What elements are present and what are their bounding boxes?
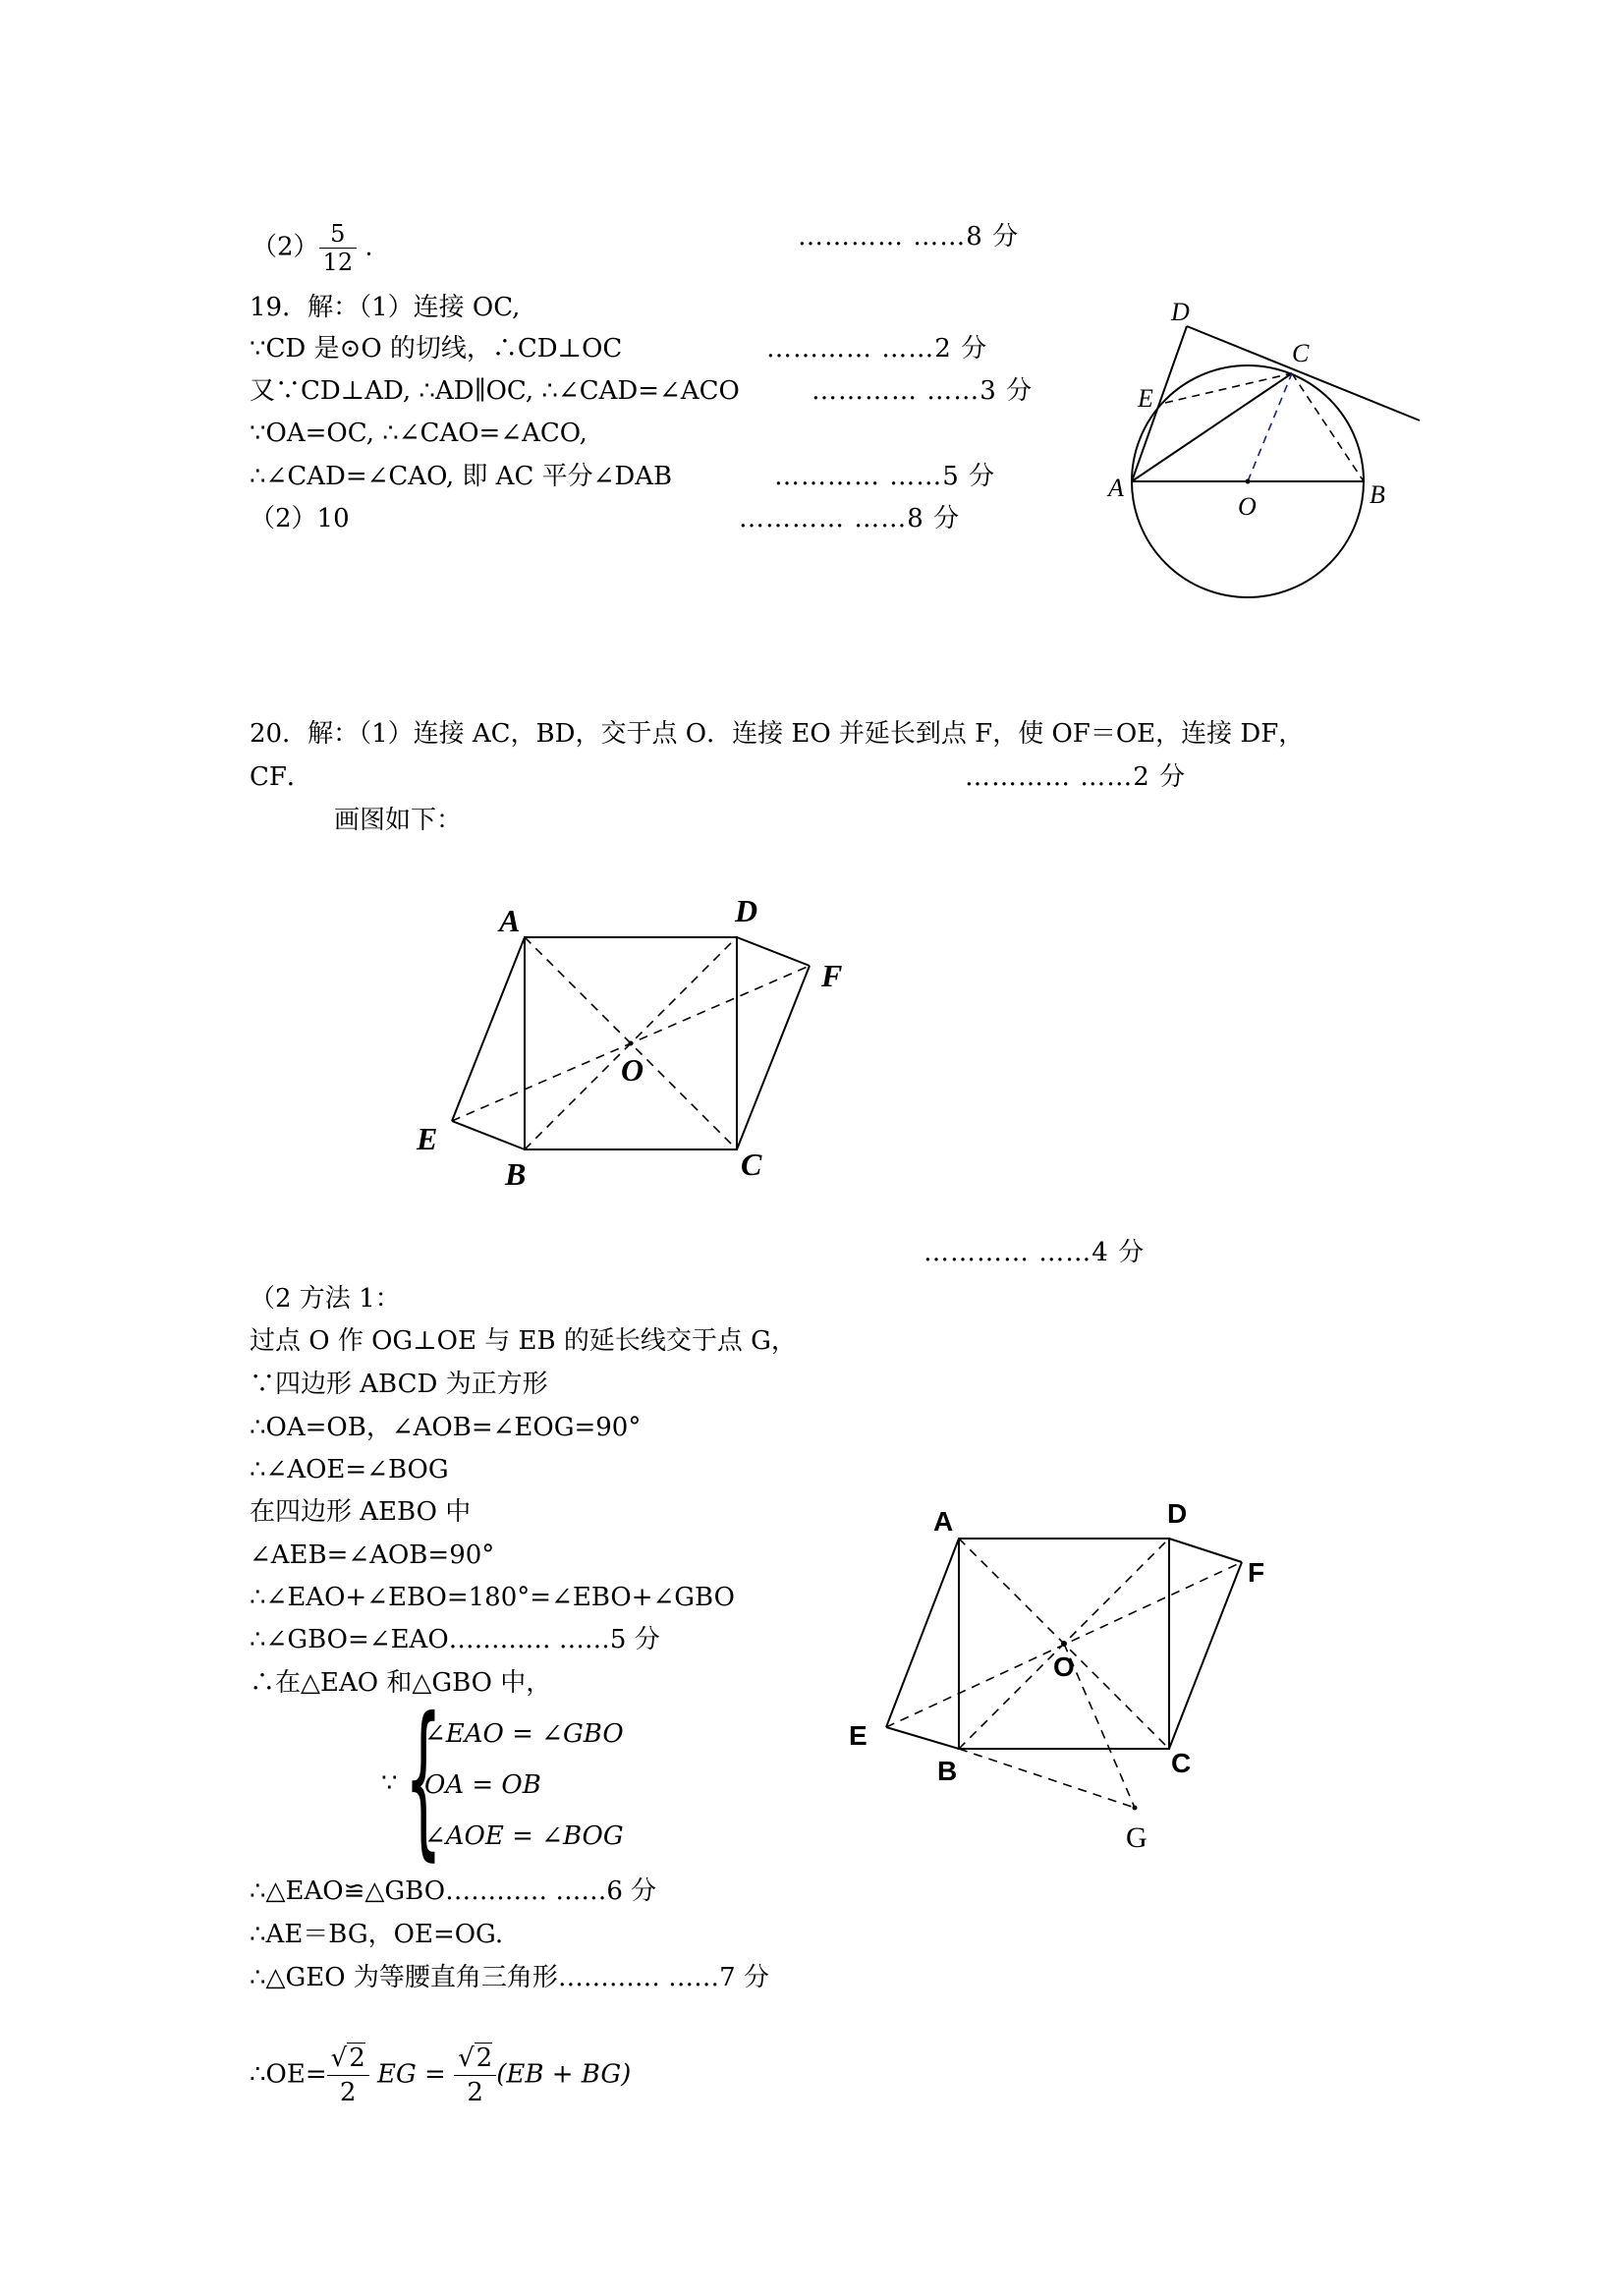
q20-points-4: ………… ……4 分 (923, 1238, 1146, 1267)
segment-df (737, 937, 810, 966)
radicand: 2 (476, 2044, 493, 2073)
proof-step-5: 在四边形 AEBO 中 (250, 1497, 472, 1527)
proof-step-8: ∴∠GBO=∠EAO………… ……5 分 (250, 1625, 660, 1654)
fraction-numerator: 5 (319, 220, 358, 249)
q20-line1: 20．解：（1）连接 AC，BD，交于点 O．连接 EO 并延长到点 F，使 OF＝OE，连接 DF， (250, 719, 1305, 749)
q19-circle-figure (1091, 295, 1434, 619)
q19-line5: ∴∠CAD=∠CAO, 即 AC 平分∠DAB (250, 462, 673, 491)
label-o: O (1053, 1652, 1075, 1682)
label-e: E (1138, 384, 1153, 413)
label-g: G (1126, 1821, 1147, 1854)
q19-line1: 19．解：（1）连接 OC, (250, 293, 521, 322)
label-d: D (1167, 1498, 1188, 1529)
formula-middle: EG = (377, 2059, 446, 2090)
q19-points-3: ………… ……3 分 (812, 376, 1034, 406)
proof-step-12: ∴△GEO 为等腰直角三角形………… ……7 分 (250, 1963, 769, 1992)
label-b: B (505, 1156, 527, 1192)
q19-points-8: ………… ……8 分 (739, 504, 961, 533)
q19-line6: （2）10 (250, 504, 350, 533)
center-point (1246, 479, 1251, 484)
draw-label: 画图如下： (334, 806, 463, 835)
label-o: O (1238, 492, 1257, 521)
segment-eb (886, 1727, 959, 1749)
proof-step-1: 过点 O 作 OG⊥OE 与 EB 的延长线交于点 G， (250, 1326, 797, 1356)
q20-line2: CF． (250, 762, 312, 792)
q20-square-figure-2 (835, 1484, 1297, 1867)
label-o: O (621, 1052, 644, 1088)
system-line-1: ∠EAO = ∠GBO (424, 1719, 624, 1749)
proof-step-9: ∴在△EAO 和△GBO 中， (250, 1668, 552, 1698)
method-label: （2 方法 1： (250, 1284, 401, 1314)
sqrt-symbol: √ (330, 2044, 348, 2073)
label-b: B (1370, 480, 1385, 509)
formula-suffix: (EB + BG) (496, 2059, 632, 2090)
fraction-sqrt2-over-2-b (454, 2042, 496, 2109)
label-f: F (821, 958, 843, 993)
part2-answer-line (252, 220, 373, 276)
proof-step-10: ∴△EAO≌△GBO………… ……6 分 (250, 1876, 657, 1906)
proof-step-7: ∴∠EAO+∠EBO=180°=∠EBO+∠GBO (250, 1583, 735, 1612)
final-formula (250, 2042, 631, 2109)
denominator: 2 (339, 2078, 357, 2107)
segment-eb (452, 1121, 525, 1149)
label-f: F (1248, 1557, 1265, 1588)
segment-og (1064, 1644, 1135, 1808)
proof-step-6: ∠AEB=∠AOB=90° (250, 1540, 495, 1570)
because-symbol: ∵ (381, 1768, 398, 1798)
q19-line3: 又∵CD⊥AD, ∴AD∥OC, ∴∠CAD=∠ACO (250, 376, 740, 406)
fraction (319, 220, 358, 276)
q19-points-5: ………… ……5 分 (774, 462, 996, 491)
label-a: A (933, 1506, 954, 1537)
proof-step-2: ∵四边形 ABCD 为正方形 (250, 1370, 548, 1399)
label-a: A (499, 903, 521, 938)
points-8: ………… ……8 分 (798, 222, 1020, 252)
label-b: B (937, 1756, 958, 1786)
q19-points-2: ………… ……2 分 (766, 334, 988, 364)
point-g (1133, 1806, 1138, 1811)
q19-line4: ∵OA=OC, ∴∠CAO=∠ACO, (250, 419, 588, 448)
q20-square-figure-1 (403, 884, 874, 1199)
segment-ec (1165, 373, 1292, 403)
formula-prefix: ∴OE= (250, 2059, 327, 2090)
label-e: E (417, 1121, 438, 1156)
label-c: C (1292, 339, 1310, 367)
proof-step-3: ∴OA=OB，∠AOB=∠EOG=90° (250, 1413, 642, 1442)
segment-bg (959, 1749, 1135, 1808)
point-o (629, 1041, 634, 1046)
segment-oc (1248, 373, 1292, 481)
label-c: C (741, 1147, 762, 1182)
point-o (1061, 1641, 1067, 1647)
proof-step-4: ∴∠AOE=∠BOG (250, 1455, 449, 1484)
sqrt-symbol: √ (458, 2044, 475, 2073)
fraction-sqrt2-over-2 (327, 2042, 369, 2109)
segment-fc (1169, 1562, 1242, 1749)
segment-cb (1292, 373, 1364, 481)
radicand: 2 (349, 2044, 365, 2073)
q20-points-2: ………… ……2 分 (965, 762, 1187, 792)
label-a: A (1108, 474, 1124, 502)
fraction-denominator: 12 (322, 249, 354, 276)
q19-line2: ∵CD 是⊙O 的切线，∴CD⊥OC (250, 334, 623, 364)
proof-step-11: ∴AE＝BG，OE=OG. (250, 1920, 504, 1949)
denominator: 2 (467, 2078, 483, 2107)
label-d: D (735, 893, 758, 928)
segment-ac (1132, 373, 1292, 481)
part-label: （2） (252, 232, 319, 262)
left-brace: { (405, 1682, 442, 1876)
system-line-3: ∠AOE = ∠BOG (424, 1821, 624, 1851)
system-line-2: OA = OB (424, 1770, 541, 1800)
label-e: E (849, 1720, 867, 1751)
label-d: D (1171, 298, 1190, 326)
period: . (364, 232, 373, 262)
segment-df (1169, 1539, 1242, 1562)
label-c: C (1171, 1748, 1192, 1778)
